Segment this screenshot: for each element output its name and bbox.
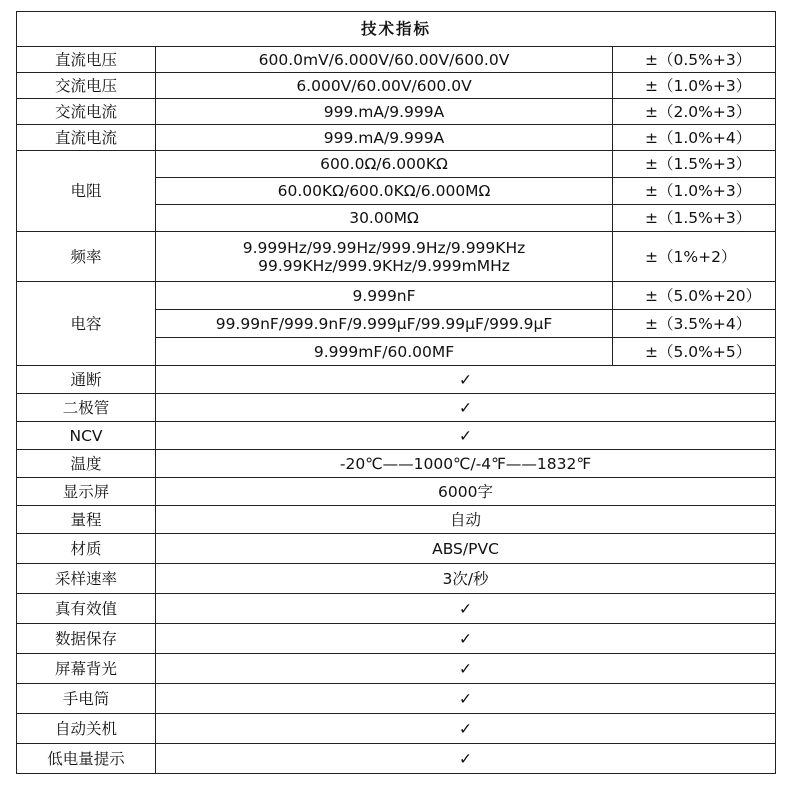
table-row-auto-off <box>17 714 776 744</box>
table-row-backlight <box>17 654 776 684</box>
table-row-temperature <box>17 450 776 478</box>
accuracy-cell: ±（1.0%+3） <box>613 178 776 205</box>
check-icon: ✓ <box>156 624 776 654</box>
range-line: 9.999Hz/99.99Hz/999.9Hz/9.999KHz <box>242 238 526 257</box>
accuracy-cell: ±（1.0%+4） <box>613 125 776 151</box>
accuracy-cell: ±（3.5%+4） <box>613 310 776 338</box>
table-row-resistance <box>17 151 776 178</box>
row-name: 通断 <box>17 366 156 394</box>
table-row-data-hold <box>17 624 776 654</box>
title-row <box>17 12 776 47</box>
range-cell: 999.mA/9.999A <box>156 99 613 125</box>
accuracy-cell: ±（2.0%+3） <box>613 99 776 125</box>
check-icon: ✓ <box>156 422 776 450</box>
table-row-low-battery <box>17 744 776 774</box>
row-name: 显示屏 <box>17 478 156 506</box>
range-line: 99.99KHz/999.9KHz/9.999mMHz <box>258 256 510 275</box>
row-name: 交流电流 <box>17 99 156 125</box>
accuracy-cell: ±（5.0%+20） <box>613 282 776 310</box>
row-name: 二极管 <box>17 394 156 422</box>
row-name: 直流电压 <box>17 47 156 73</box>
range-cell: 600.0mV/6.000V/60.00V/600.0V <box>156 47 613 73</box>
table-row-diode <box>17 394 776 422</box>
spec-table <box>16 11 776 774</box>
check-icon: ✓ <box>156 394 776 422</box>
row-name: 屏幕背光 <box>17 654 156 684</box>
accuracy-cell: ±（0.5%+3） <box>613 47 776 73</box>
table-row-sampling-rate <box>17 564 776 594</box>
table-row-ranging <box>17 506 776 534</box>
row-name: NCV <box>17 422 156 450</box>
table-row-flashlight <box>17 684 776 714</box>
check-icon: ✓ <box>156 366 776 394</box>
check-icon: ✓ <box>156 654 776 684</box>
accuracy-cell: ±（1.0%+3） <box>613 73 776 99</box>
check-icon: ✓ <box>156 714 776 744</box>
table-row-ac-current <box>17 99 776 125</box>
row-name: 材质 <box>17 534 156 564</box>
range-cell: 6.000V/60.00V/600.0V <box>156 73 613 99</box>
table-row-dc-voltage <box>17 47 776 73</box>
range-cell: 9.999mF/60.00MF <box>156 338 613 366</box>
range-cell: 9.999nF <box>156 282 613 310</box>
accuracy-cell: ±（1.5%+3） <box>613 151 776 178</box>
range-cell: 60.00KΩ/600.0KΩ/6.000MΩ <box>156 178 613 205</box>
table-row-ac-voltage <box>17 73 776 99</box>
table-row-continuity <box>17 366 776 394</box>
row-name: 真有效值 <box>17 594 156 624</box>
range-cell <box>156 232 613 282</box>
check-icon: ✓ <box>156 594 776 624</box>
row-name: 温度 <box>17 450 156 478</box>
row-name: 频率 <box>17 232 156 282</box>
row-name: 量程 <box>17 506 156 534</box>
table-row-dc-current <box>17 125 776 151</box>
range-cell: 600.0Ω/6.000KΩ <box>156 151 613 178</box>
range-cell: 30.00MΩ <box>156 205 613 232</box>
table-row-frequency <box>17 232 776 282</box>
value-cell: 自动 <box>156 506 776 534</box>
row-name: 数据保存 <box>17 624 156 654</box>
row-name: 电容 <box>17 282 156 366</box>
table-row-display <box>17 478 776 506</box>
value-cell: ABS/PVC <box>156 534 776 564</box>
range-cell: 99.99nF/999.9nF/9.999μF/99.99μF/999.9μF <box>156 310 613 338</box>
value-cell: 3次/秒 <box>156 564 776 594</box>
accuracy-cell: ±（1%+2） <box>613 232 776 282</box>
table-row-material <box>17 534 776 564</box>
check-icon: ✓ <box>156 684 776 714</box>
row-name: 交流电压 <box>17 73 156 99</box>
row-name: 采样速率 <box>17 564 156 594</box>
row-name: 低电量提示 <box>17 744 156 774</box>
row-name: 自动关机 <box>17 714 156 744</box>
table-title: 技术指标 <box>17 12 776 47</box>
row-name: 电阻 <box>17 151 156 232</box>
row-name: 直流电流 <box>17 125 156 151</box>
value-cell: 6000字 <box>156 478 776 506</box>
accuracy-cell: ±（5.0%+5） <box>613 338 776 366</box>
range-cell: 999.mA/9.999A <box>156 125 613 151</box>
row-name: 手电筒 <box>17 684 156 714</box>
check-icon: ✓ <box>156 744 776 774</box>
table-row-ncv <box>17 422 776 450</box>
table-row-true-rms <box>17 594 776 624</box>
value-cell: -20℃——1000℃/-4℉——1832℉ <box>156 450 776 478</box>
table-row-capacitance <box>17 282 776 310</box>
accuracy-cell: ±（1.5%+3） <box>613 205 776 232</box>
